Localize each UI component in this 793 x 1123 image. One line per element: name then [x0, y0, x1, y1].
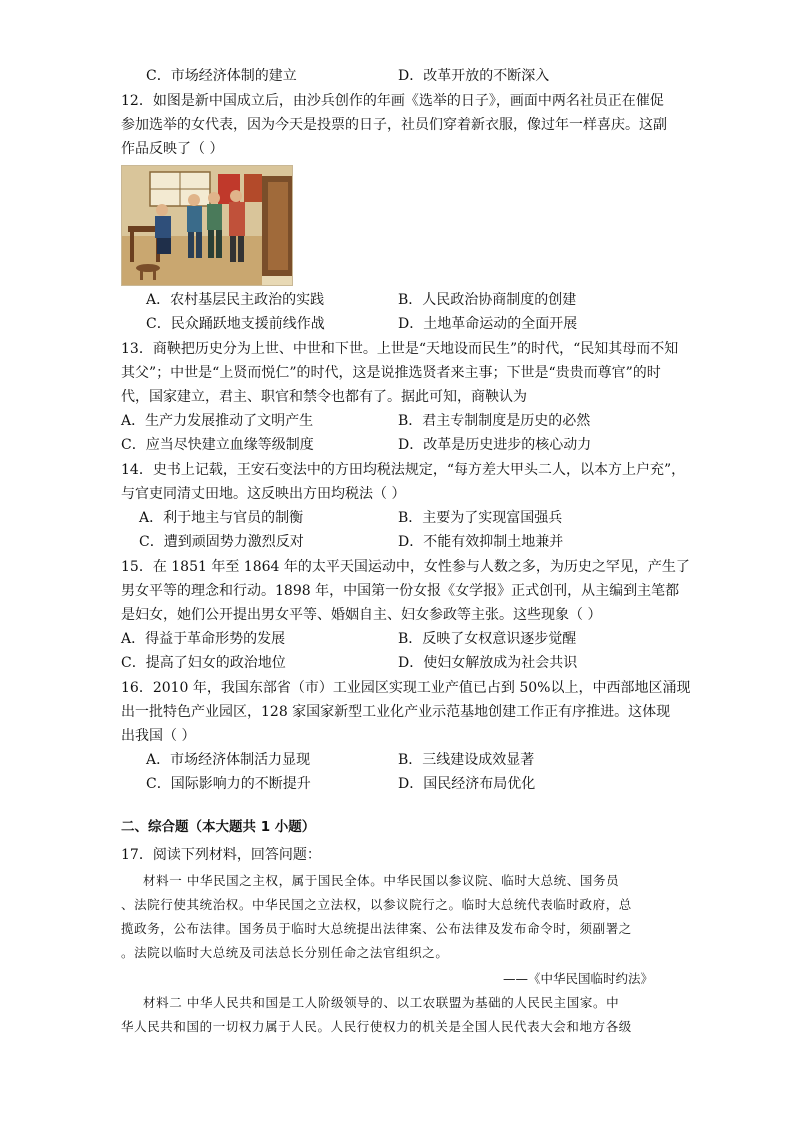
q14-option-b[interactable]: B．主要为了实现富国强兵	[398, 510, 563, 526]
q17-material-2-line-2: 华人民共和国的一切权力属于人民。人民行使权力的机关是全国人民代表大会和地方各级	[121, 1019, 632, 1034]
q16-option-b[interactable]: B．三线建设成效显著	[398, 752, 535, 768]
q12-option-a[interactable]: A．农村基层民主政治的实践	[146, 292, 325, 308]
q12-stem-line-3: 作品反映了（ ）	[121, 141, 224, 157]
q12-stem-line-1: 12．如图是新中国成立后，由沙兵创作的年画《选举的日子》，画面中两名社员正在催促	[121, 93, 664, 109]
q13-stem-line-3: 代，国家建立，君主、职官和禁令也都有了。据此可知，商鞅认为	[121, 389, 527, 405]
q12-option-d[interactable]: D．土地革命运动的全面开展	[398, 316, 578, 332]
q17-source-1: ——《中华民国临时约法》	[503, 971, 654, 986]
q14-option-a[interactable]: A．利于地主与官员的制衡	[139, 510, 304, 526]
election-painting-icon	[122, 166, 292, 285]
q16-stem-line-3: 出我国（ ）	[121, 728, 196, 744]
q17-intro: 17．阅读下列材料，回答问题：	[121, 847, 321, 863]
q13-option-d[interactable]: D．改革是历史进步的核心动力	[398, 437, 592, 453]
q13-stem-line-1: 13．商鞅把历史分为上世、中世和下世。上世是“天地设而民生”的时代，“民知其母而不知	[121, 341, 679, 357]
q14-option-c[interactable]: C．遭到顽固势力激烈反对	[139, 534, 304, 550]
q13-option-a[interactable]: A．生产力发展推动了文明产生	[121, 413, 314, 429]
q15-stem-line-2: 男女平等的理念和行动。1898 年，中国第一份女报《女学报》正式创刊，从主编到主笔都	[121, 583, 680, 599]
q17-material-1-line-3: 揽政务，公布法律。国务员于临时大总统提出法律案、公布法律及发布命令时，须副署之	[121, 921, 632, 936]
q15-option-b[interactable]: B．反映了女权意识逐步觉醒	[398, 631, 577, 647]
q16-option-d[interactable]: D．国民经济布局优化	[398, 776, 536, 792]
q12-painting-figure	[121, 165, 293, 286]
q15-option-a[interactable]: A．得益于革命形势的发展	[121, 631, 286, 647]
q13-stem-line-2: 其父”；中世是“上贤而悦仁”的时代，这是说推选贤者来主事；下世是“贵贵而尊官”的时	[121, 365, 661, 381]
q17-material-2-line-1: 材料二 中华人民共和国是工人阶级领导的、以工农联盟为基础的人民民主国家。中	[143, 995, 620, 1010]
q17-material-1-line-4: 。法院以临时大总统及司法总长分别任命之法官组织之。	[121, 945, 449, 960]
q12-option-b[interactable]: B．人民政治协商制度的创建	[398, 292, 577, 308]
q15-option-d[interactable]: D．使妇女解放成为社会共识	[398, 655, 578, 671]
q16-option-c[interactable]: C．国际影响力的不断提升	[146, 776, 311, 792]
q16-stem-line-2: 出一批特色产业园区，128 家国家新型工业化产业示范基地创建工作正有序推进。这体现	[121, 704, 671, 720]
q11-option-d[interactable]: D．改革开放的不断深入	[398, 68, 550, 84]
q17-material-1-line-1: 材料一 中华民国之主权，属于国民全体。中华民国以参议院、临时大总统、国务员	[143, 873, 620, 888]
q16-option-a[interactable]: A．市场经济体制活力显现	[146, 752, 311, 768]
q12-option-c[interactable]: C．民众踊跃地支援前线作战	[146, 316, 325, 332]
q14-stem-line-1: 14．史书上记载，王安石变法中的方田均税法规定，“每方差大甲头二人，以本方上户充”，	[121, 462, 686, 478]
section-2-heading: 二、综合题（本大题共 1 小题）	[121, 819, 316, 835]
q12-stem-line-2: 参加选举的女代表，因为今天是投票的日子，社员们穿着新衣服，像过年一样喜庆。这副	[121, 117, 667, 133]
q14-option-d[interactable]: D．不能有效抑制土地兼并	[398, 534, 564, 550]
q13-option-c[interactable]: C．应当尽快建立血缘等级制度	[121, 437, 314, 453]
q16-stem-line-1: 16．2010 年，我国东部省（市）工业园区实现工业产值已占到 50%以上，中西部地区涌现	[121, 680, 691, 696]
q13-option-b[interactable]: B．君主专制制度是历史的必然	[398, 413, 591, 429]
q15-stem-line-3: 是妇女，她们公开提出男女平等、婚姻自主、妇女参政等主张。这些现象（ ）	[121, 607, 602, 623]
q15-option-c[interactable]: C．提高了妇女的政治地位	[121, 655, 286, 671]
q17-material-1-line-2: 、法院行使其统治权。中华民国之立法权，以参议院行之。临时大总统代表临时政府，总	[121, 897, 632, 912]
q14-stem-line-2: 与官吏同清丈田地。这反映出方田均税法（ ）	[121, 486, 406, 502]
q15-stem-line-1: 15．在 1851 年至 1864 年的太平天国运动中，女性参与人数之多，为历史之罕见，产生了	[121, 559, 690, 575]
q11-option-c[interactable]: C．市场经济体制的建立	[146, 68, 297, 84]
